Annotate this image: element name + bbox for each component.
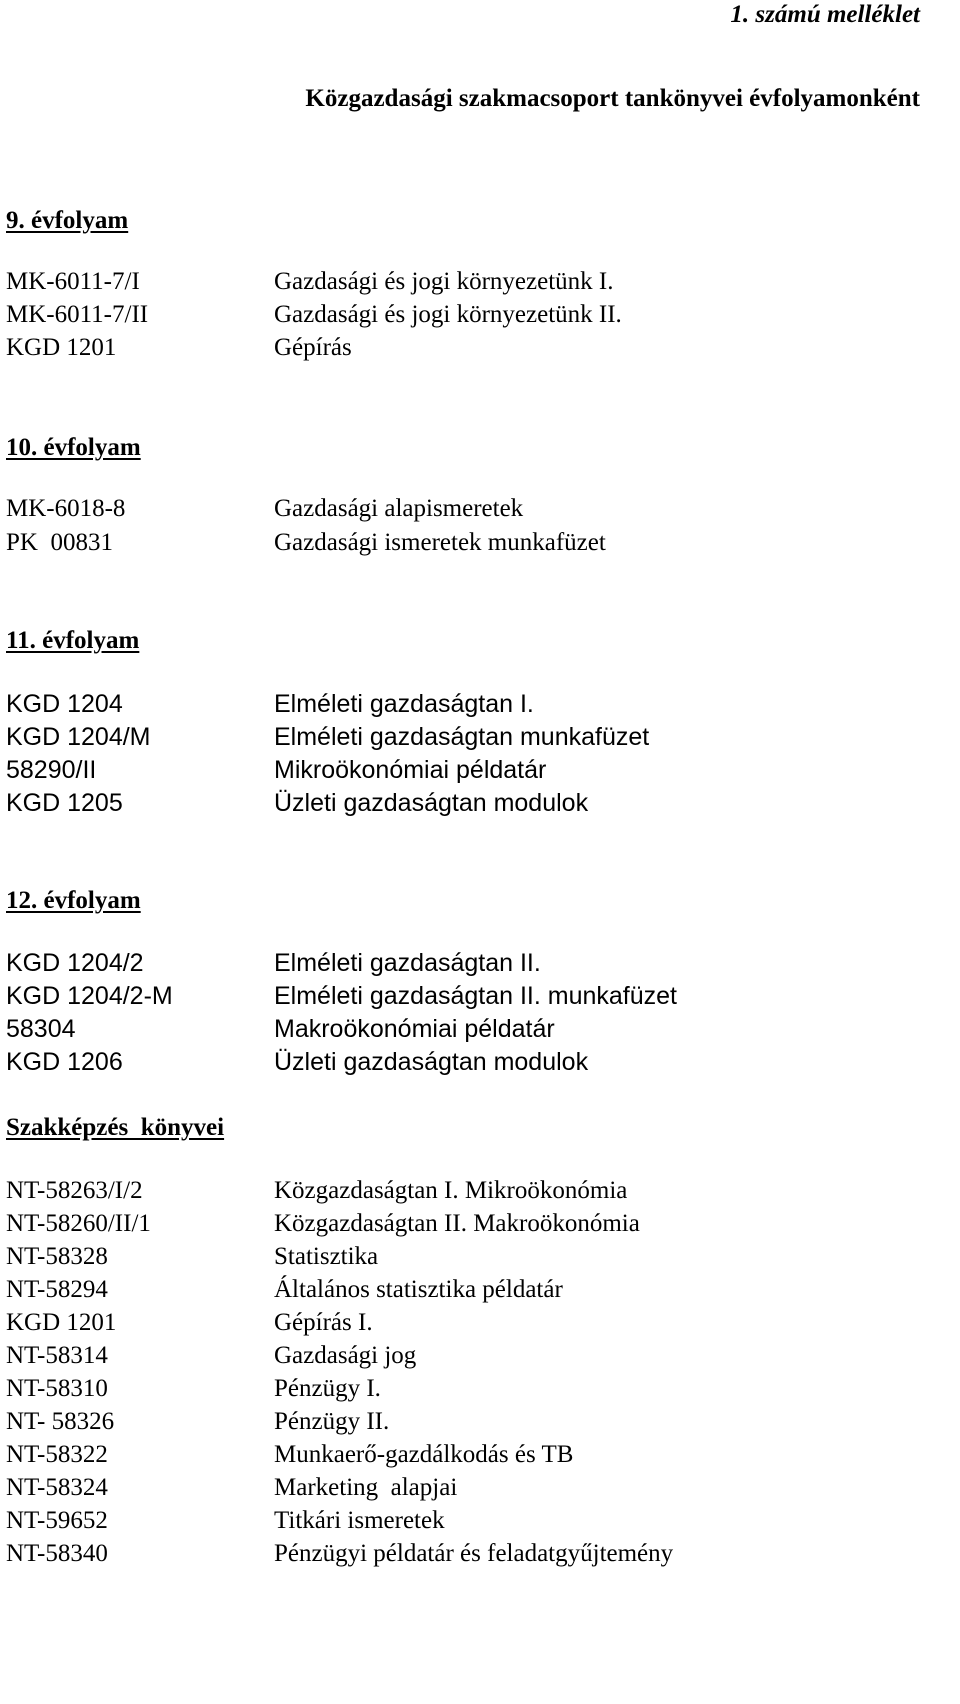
book-title: Makroökonómiai példatár [274, 1015, 555, 1043]
section-heading-vocational: Szakképzés könyvei [6, 1114, 225, 1141]
book-row [6, 1441, 673, 1474]
book-row [6, 1276, 673, 1309]
book-row [6, 334, 622, 367]
book-row [6, 301, 622, 334]
book-list-grade-10 [6, 495, 606, 563]
book-title: Pénzügy I. [274, 1375, 381, 1402]
book-list-grade-12 [6, 949, 677, 1081]
book-code: NT-58324 [6, 1474, 108, 1501]
book-code: MK-6011-7/I [6, 268, 140, 295]
book-row [6, 268, 622, 301]
book-code: KGD 1206 [6, 1048, 123, 1076]
book-code: KGD 1201 [6, 334, 117, 361]
book-title: Elméleti gazdaságtan I. [274, 690, 534, 718]
book-title: Gépírás [274, 334, 352, 361]
book-code: KGD 1204/2 [6, 949, 144, 977]
book-code: NT-59652 [6, 1507, 108, 1534]
book-title: Gazdasági alapismeretek [274, 495, 524, 522]
book-code: NT-58294 [6, 1276, 108, 1303]
book-row [6, 495, 606, 529]
book-code: MK-6018-8 [6, 495, 126, 522]
book-title: Üzleti gazdaságtan modulok [274, 1048, 589, 1076]
book-code: KGD 1204/2-M [6, 982, 173, 1010]
book-title: Gépírás I. [274, 1309, 373, 1336]
document-title: Közgazdasági szakmacsoport tankönyvei évfolyamonként [305, 85, 920, 112]
book-title: Elméleti gazdaságtan munkafüzet [274, 723, 650, 751]
book-code: PK 00831 [6, 529, 113, 556]
book-row [6, 1474, 673, 1507]
book-title: Üzleti gazdaságtan modulok [274, 789, 589, 817]
book-title: Általános statisztika példatár [274, 1276, 563, 1303]
book-code: NT-58260/II/1 [6, 1210, 151, 1237]
book-row [6, 1309, 673, 1342]
book-code: KGD 1204 [6, 690, 123, 718]
book-title: Statisztika [274, 1243, 379, 1270]
book-row [6, 1243, 673, 1276]
section-heading-grade-10: 10. évfolyam [6, 434, 141, 461]
book-row [6, 690, 649, 723]
section-heading-grade-12: 12. évfolyam [6, 887, 141, 914]
book-title: Munkaerő-gazdálkodás és TB [274, 1441, 574, 1468]
book-row [6, 1507, 673, 1540]
book-row [6, 723, 649, 756]
book-row [6, 1375, 673, 1408]
book-title: Gazdasági jog [274, 1342, 417, 1369]
book-title: Elméleti gazdaságtan II. [274, 949, 541, 977]
book-title: Közgazdaságtan II. Makroökonómia [274, 1210, 640, 1237]
book-code: NT-58322 [6, 1441, 108, 1468]
book-row [6, 1015, 677, 1048]
book-code: KGD 1205 [6, 789, 123, 817]
book-row [6, 1048, 677, 1081]
book-code: NT-58314 [6, 1342, 108, 1369]
book-title: Gazdasági ismeretek munkafüzet [274, 529, 606, 556]
section-heading-grade-9: 9. évfolyam [6, 207, 129, 234]
book-title: Elméleti gazdaságtan II. munkafüzet [274, 982, 678, 1010]
book-code: NT-58328 [6, 1243, 108, 1270]
book-list-grade-9 [6, 268, 622, 367]
book-row [6, 982, 677, 1015]
section-heading-grade-11: 11. évfolyam [6, 627, 140, 654]
book-code: NT-58340 [6, 1540, 108, 1567]
book-title: Gazdasági és jogi környezetünk II. [274, 301, 622, 328]
book-title: Marketing alapjai [274, 1474, 458, 1501]
book-code: 58290/II [6, 756, 97, 784]
book-title: Titkári ismeretek [274, 1507, 445, 1534]
book-row [6, 756, 649, 789]
book-row [6, 949, 677, 982]
book-code: NT-58263/I/2 [6, 1177, 143, 1204]
book-code: KGD 1201 [6, 1309, 117, 1336]
book-row [6, 1177, 673, 1210]
book-code: NT-58310 [6, 1375, 108, 1402]
book-title: Mikroökonómiai példatár [274, 756, 547, 784]
book-code: NT- 58326 [6, 1408, 115, 1435]
book-code: KGD 1204/M [6, 723, 151, 751]
book-title: Pénzügyi példatár és feladatgyűjtemény [274, 1540, 674, 1567]
book-row [6, 529, 606, 563]
book-row [6, 1540, 673, 1573]
book-row [6, 1408, 673, 1441]
book-title: Gazdasági és jogi környezetünk I. [274, 268, 614, 295]
book-row [6, 1210, 673, 1243]
book-code: MK-6011-7/II [6, 301, 149, 328]
annex-label: 1. számú melléklet [730, 1, 920, 28]
book-title: Pénzügy II. [274, 1408, 390, 1435]
book-list-vocational [6, 1177, 673, 1573]
book-row [6, 1342, 673, 1375]
book-list-grade-11 [6, 690, 649, 822]
book-code: 58304 [6, 1015, 76, 1043]
book-title: Közgazdaságtan I. Mikroökonómia [274, 1177, 628, 1204]
book-row [6, 789, 649, 822]
